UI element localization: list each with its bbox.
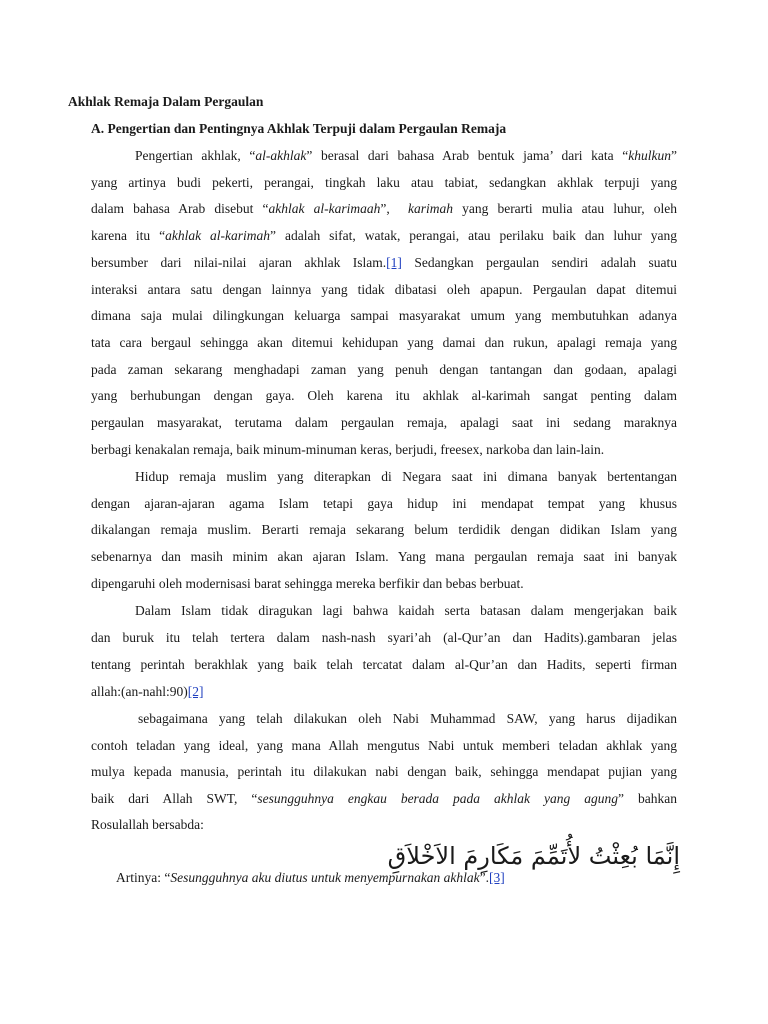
footnote-link-2[interactable]: [2] bbox=[187, 684, 204, 699]
document-title: Akhlak Remaja Dalam Pergaulan bbox=[68, 94, 264, 109]
paragraph-line: karena itu “akhlak al-karimah” adalah sifat, watak, perangai, atau perilaku baik dan luhur yang bbox=[91, 228, 677, 243]
paragraph-line: sebenarnya dan masih minim akan ajaran Islam. Yang mana pergaulan remaja saat ini banyak bbox=[91, 549, 677, 564]
footnote-link-3[interactable]: [3] bbox=[489, 870, 505, 885]
paragraph-line: allah:(an-nahl:90)[2] bbox=[91, 684, 204, 699]
paragraph-line: yang berhubungan dengan gaya. Oleh karena itu akhlak al-karimah sangat penting dalam bbox=[91, 388, 677, 403]
paragraph-line: dalam bahasa Arab disebut “akhlak al-karimaah”, karimah yang berarti mulia atau luhur, oleh bbox=[91, 201, 677, 216]
paragraph-line: contoh teladan yang ideal, yang mana Allah mengutus Nabi untuk memberi teladan akhlak yang bbox=[91, 738, 677, 753]
paragraph-line: mulya kepada manusia, perintah itu dilakukan nabi dengan baik, sehingga mendapat pujian yang bbox=[91, 764, 677, 779]
paragraph-line: baik dari Allah SWT, “sesungguhnya engkau berada pada akhlak yang agung” bahkan bbox=[91, 791, 678, 806]
section-heading: A. Pengertian dan Pentingnya Akhlak Terpuji dalam Pergaulan Remaja bbox=[91, 121, 507, 136]
translation-line: Artinya: “Sesungguhnya aku diutus untuk menyempurnakan akhlak”.[3] bbox=[116, 870, 505, 885]
paragraph-line: interaksi antara satu dengan lainnya yang tidak dibatasi oleh apapun. Pergaulan dapat ditemui bbox=[91, 282, 677, 297]
paragraph-line: Rosulallah bersabda: bbox=[91, 817, 204, 832]
paragraph-line: pergaulan masyarakat, terutama dalam pergaulan remaja, apalagi saat ini sedang maraknya bbox=[91, 415, 677, 430]
paragraph-line: Pengertian akhlak, “al-akhlak” berasal dari bahasa Arab bentuk jama’ dari kata “khulkun” bbox=[135, 148, 677, 163]
paragraph-line: dikalangan remaja muslim. Berarti remaja sekarang belum terdidik dengan didikan Islam yang bbox=[91, 522, 677, 537]
paragraph-line: sebagaimana yang telah dilakukan oleh Nabi Muhammad SAW, yang harus dijadikan bbox=[138, 711, 677, 726]
paragraph-line: dimana saja mulai dilingkungan keluarga sampai masyarakat umum yang membutuhkan adanya bbox=[91, 308, 677, 323]
paragraph-line: Dalam Islam tidak diragukan lagi bahwa kaidah serta batasan dalam mengerjakan baik bbox=[135, 603, 677, 618]
footnote-link-1[interactable]: [1] bbox=[386, 255, 402, 270]
paragraph-line: tata cara bergaul sehingga akan ditemui kehidupan yang damai dan rukun, apalagi remaja yang bbox=[91, 335, 677, 350]
paragraph-line: Hidup remaja muslim yang diterapkan di Negara saat ini dimana banyak bertentangan bbox=[135, 469, 677, 484]
paragraph-line: pada zaman sekarang menghadapi zaman yang penuh dengan tantangan dan godaan, apalagi bbox=[91, 362, 677, 377]
paragraph-line: dipengaruhi oleh modernisasi barat sehingga mereka berfikir dan bebas berbuat. bbox=[91, 576, 524, 591]
paragraph-line: bersumber dari nilai-nilai ajaran akhlak Islam.[1] Sedangkan pergaulan sendiri adalah suatu bbox=[91, 255, 677, 270]
paragraph-line: tentang perintah berakhlak yang baik telah tercatat dalam al-Qur’an dan Hadits, seperti firman bbox=[91, 657, 677, 672]
paragraph-line: berbagi kenakalan remaja, baik minum-minuman keras, berjudi, freesex, narkoba dan lain-lain. bbox=[91, 442, 605, 457]
paragraph-line: dan buruk itu telah tertera dalam nash-nash syari’ah (al-Qur’an dan Hadits).gambaran jelas bbox=[91, 630, 677, 645]
paragraph-line: yang artinya budi pekerti, perangai, tingkah laku atau tabiat, sedangkan akhlak terpuji yang bbox=[91, 175, 677, 190]
arabic-hadith: إِنَّمَا بُعِثْتُ لأُتَمِّمَ مَكَارِمَ الاَخْلاَقِ bbox=[387, 842, 680, 870]
paragraph-line: dengan ajaran-ajaran agama Islam tetapi gaya hidup ini mendapat tempat yang khusus bbox=[91, 496, 677, 511]
